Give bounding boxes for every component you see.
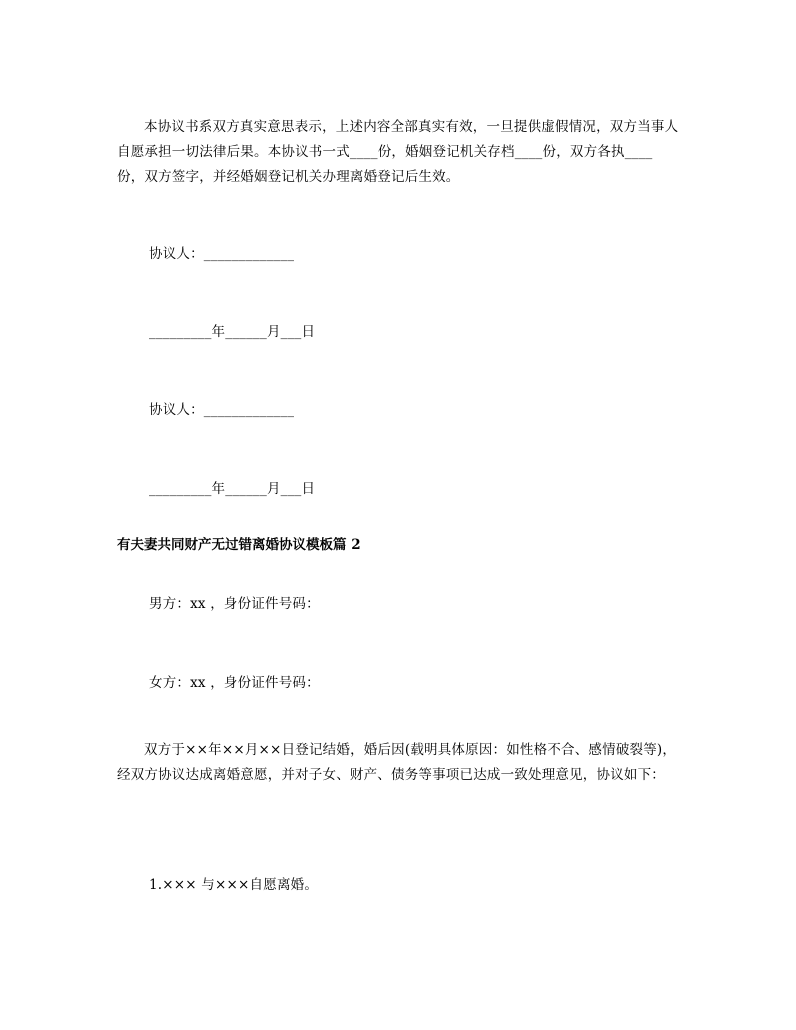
section-heading: 有夫妻共同财产无过错离婚协议模板篇 2 [117,537,361,553]
male-party-line: 男方：xx ，身份证件号码： [149,596,320,612]
agreement-item-1: 1.××× 与×××自愿离婚。 [149,877,319,893]
female-party-line: 女方：xx ，身份证件号码： [149,675,320,691]
validity-paragraph: 本协议书系双方真实意思表示，上述内容全部真实有效，一旦提供虚假情况，双方当事人自愿承担一切法律后果。本协议书一式____份，婚姻登记机关存档____份，双方各执____份，双方签字，并经婚姻登记机关办理离婚登记后生效。 [117,119,679,185]
date-line-2: _________年______月___日 [149,481,316,497]
signatory-line-1: 协议人：_____________ [149,246,295,262]
signatory-line-2: 协议人：_____________ [149,402,295,418]
date-line-1: _________年______月___日 [149,324,316,340]
marriage-paragraph: 双方于××年××月××日登记结婚，婚后因(载明具体原因：如性格不合、感情破裂等)，经双方协议达成离婚意愿，并对子女、财产、债务等事项已达成一致处理意见，协议如下： [117,742,677,783]
